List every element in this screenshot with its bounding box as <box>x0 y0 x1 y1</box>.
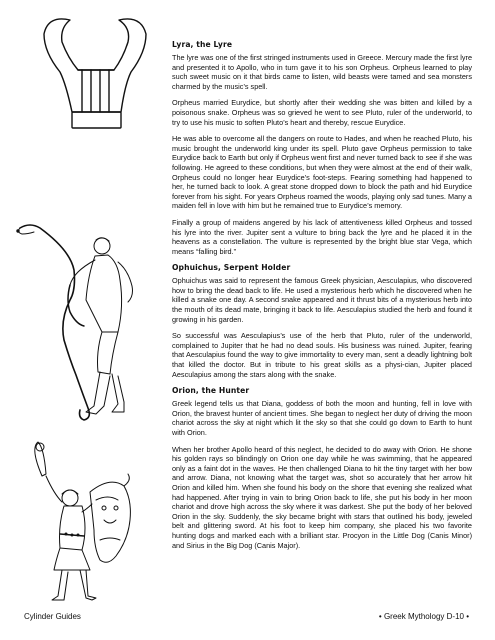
paragraph: Finally a group of maidens angered by his lack of attentiveness killed Orpheus and tossed his lyre into the river. Jupiter sent a vulture to bring back the lyre and he placed it in the heavens as a constellation. The vulture is represented by the bright blue star Vega, which means “falling bird.” <box>172 217 472 256</box>
paragraph: Greek legend tells us that Diana, goddess of both the moon and hunting, fell in love with Orion, the bravest hunter of ancient times. She began to neglect her duty of driving the moon chariot across the sky at night which lit the sky so that she could go down to Earth to hunt with Orion. <box>172 399 472 437</box>
section-ophuichus <box>172 263 472 379</box>
section-title: Orion, the Hunter <box>172 386 250 396</box>
paragraph: When her brother Apollo heard of this neglect, he decided to do away with Orion. He shone his golden rays so blindingly on Orion one day while he was swimming, that he appeared only as a faint dot in the waves. He then challenged Diana to hit the tiny target with her bow and arrow. Diana, not knowing what the target was, shot so accurately that her arrow hit Orion and killed him. When she found his body on the shore that evening she realized what had happened. After trying in vain to bring Orion back to life, she put his body in her moon chariot and drove high across the sky where it was darkest. She put the body of her beloved Orion in the sky. Suddenly, the sky became bright with stars that outlined his body, jeweled belt and glittering sword. At his foot to keep him company, she placed his two favorite hunting dogs and marked each with a brilliant star. Procyon in the Little Dog (Canis Minor) and Sirius in the Big Dog (Canis Major). <box>172 444 472 550</box>
footer-publisher: Cylinder Guides <box>24 612 81 621</box>
section-title: Lyra, the Lyre <box>172 40 233 49</box>
lyre-icon <box>44 19 146 128</box>
text-column <box>172 40 472 557</box>
section-orion <box>172 386 472 550</box>
hunter-figure <box>35 442 131 600</box>
section-lyra <box>172 40 472 256</box>
section-title: Ophuichus, Serpent Holder <box>172 263 291 273</box>
paragraph: The lyre was one of the first stringed instruments used in Greece. Mercury made the first lyre and presented it to Apollo, who in turn gave it to his son Orpheus. Orpheus learned to play such sweet music on it that birds came to listen, wild beasts were tamed and sea monsters charmed by the music’s spell. <box>172 53 472 91</box>
paragraph: Orpheus married Eurydice, but shortly after their wedding she was bitten and killed by a poisonous snake. Orpheus was so grieved he went to see Pluto, ruler of the underworld, to try to use his music to soften Pluto’s heart and thereby, rescue Eurydice. <box>172 98 472 127</box>
illustrations <box>0 0 165 640</box>
footer-page-label: • Greek Mythology D-10 • <box>378 612 469 621</box>
serpent-holder-figure <box>17 225 133 420</box>
paragraph: He was able to overcome all the dangers on route to Hades, and when he reached Pluto, his music brought the underworld king under its spell. Pluto gave Orpheus permission to take Eurydice back to Earth but only if Orpheus went first and never turned back to see if she was following. He agreed to these conditions, but when they were almost at the end of their walk, Orpheus could no longer hear Eurydice’s foot-steps. Fearing something had happened to her, he turned back to look. A great stone dropped down to block the path and hid Eurydice forever from his sight. For years Orpheus roamed the woods, playing only sad tunes. Many a maiden fell in love with him but he remained true to Eurydice’s memory. <box>172 134 472 211</box>
paragraph: Ophuichus was said to represent the famous Greek physician, Aesculapius, who discovered how to bring the dead back to life. He used a mysterious herb which he discovered when he killed a snake one day. A second snake appeared and it thrust bits of a mysterious herb into the mouth of its dead mate, bringing it back to life. Aesculapius studied the herb and found it growing in his garden. <box>172 276 472 324</box>
paragraph: So successful was Aesculapius’s use of the herb that Pluto, ruler of the underworld, complained to Jupiter that he had no dead souls. His business was ruined. Jupiter, fearing that Aesculapius found the way to give immortality to every man, sent a deadly lightning bolt that killed the doctor. But in tribute to his great skills as a physi-cian, Jupiter placed Aesculapius among the stars along with the snake. <box>172 331 472 379</box>
